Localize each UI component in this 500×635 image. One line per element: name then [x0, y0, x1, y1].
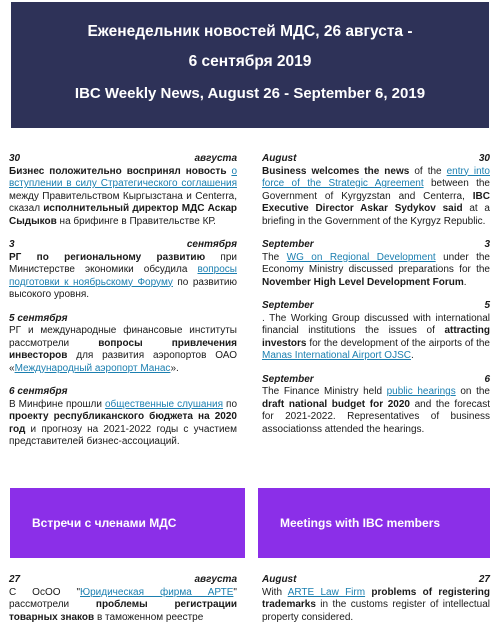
meetings-column-ru	[9, 574, 237, 635]
news-item	[9, 239, 237, 302]
news-link[interactable]: Международный аэропорт Манас	[14, 362, 171, 374]
date-part: 27	[478, 574, 490, 585]
news-text-bold: Бизнес положительно воспринял новость	[9, 165, 232, 177]
news-text-span: " рассмотрели	[9, 586, 237, 610]
news-text-bold: проблемы регистрации товарных знаков	[9, 599, 237, 623]
news-text-span: The	[262, 251, 287, 263]
news-date	[262, 153, 490, 166]
news-date	[9, 239, 237, 252]
news-link[interactable]: Manas International Airport OJSC	[262, 350, 411, 361]
date-part: 5	[484, 300, 490, 311]
news-text-span: With	[262, 586, 288, 598]
news-item	[262, 300, 490, 363]
news-text-bold: draft national budget for 2020	[262, 398, 410, 410]
news-item	[262, 153, 490, 228]
news-text-span: in the customs register of intellectual property considered.	[262, 599, 490, 623]
news-text-bold: attracting investors	[262, 325, 490, 349]
news-link[interactable]: Юридическая фирма АРТЕ	[80, 586, 234, 598]
news-text-span: at a briefing in the Government of the Kyrgyz Republic.	[262, 203, 490, 227]
news-text	[9, 587, 237, 625]
date-part: August	[262, 153, 297, 164]
news-text-span: .	[410, 350, 414, 361]
date-part: September	[262, 373, 314, 385]
news-date	[9, 313, 237, 326]
date-part: August	[262, 574, 297, 585]
date-part: 27	[9, 574, 21, 585]
date-part: 5 сентября	[9, 312, 68, 324]
meetings-banner-ru-label: Встречи с членами МДС	[32, 516, 177, 530]
news-date	[262, 574, 490, 587]
news-text-span: по	[223, 398, 238, 410]
news-text-bold: исполнительный директор МДС Аскар Сыдыков	[9, 203, 237, 227]
date-part: августа	[194, 153, 237, 164]
news-text-span: under the Economy Ministry discussed preparations for the	[262, 251, 490, 275]
news-date	[262, 239, 490, 252]
news-link[interactable]: WG on Regional Development	[286, 251, 436, 263]
news-text-span: between the Government of Kyrgyzstan and Centerra,	[262, 178, 490, 202]
news-text-span: в таможенном реестре	[94, 611, 204, 623]
news-text-span: The Finance Ministry held	[262, 386, 387, 397]
news-link[interactable]: о вступлении в силу Стратегического соглашения	[9, 165, 237, 189]
news-item	[9, 153, 237, 228]
header-date-ru: 6 сентября 2019	[188, 53, 312, 70]
news-text-bold: Business welcomes the news	[262, 165, 410, 177]
meetings-banner-en	[258, 488, 490, 558]
news-text-span: and the forecast for 2021-2022. Representatives of business associationss attended the hearings.	[262, 398, 490, 435]
news-item	[262, 374, 490, 437]
news-date	[9, 574, 237, 587]
date-part: September	[262, 239, 314, 250]
meetings-column-en	[262, 574, 490, 635]
date-part: 30	[478, 153, 490, 164]
date-part: сентября	[186, 239, 237, 250]
news-date	[9, 386, 237, 399]
news-text-bold: November High Level Development Forum	[262, 276, 464, 288]
news-text-span: ».	[170, 362, 179, 374]
news-text-bold: problems of registering trademarks	[262, 586, 490, 610]
news-text-bold: вопросы привлечения инвесторов	[9, 337, 237, 361]
news-link[interactable]: вопросы подготовки к ноябрьскому Форуму	[9, 264, 237, 288]
news-date	[262, 300, 490, 313]
news-item	[9, 574, 237, 624]
news-item	[9, 313, 237, 376]
date-part: September	[262, 300, 314, 311]
news-link[interactable]: ARTE Law Firm	[287, 586, 366, 598]
news-text	[262, 587, 490, 625]
news-text	[262, 386, 490, 436]
news-text-span: на брифинге в Правительстве КР.	[56, 215, 216, 227]
news-item	[9, 386, 237, 449]
news-text-bold: IBC Executive Director Askar Sydykov said	[262, 190, 490, 214]
meetings-banner-en-label: Meetings with IBC members	[280, 516, 441, 530]
news-text-bold: РГ по региональному развитию	[9, 251, 206, 263]
news-text	[9, 252, 237, 302]
news-text-span: С ОсОО "	[9, 586, 81, 598]
news-text-span: .	[463, 276, 467, 288]
news-text-span: между Правительством Кыргызстана и Centerra, сказал	[9, 190, 237, 214]
news-item	[262, 239, 490, 289]
news-text-span: В Минфине прошли	[9, 398, 105, 410]
news-text-span: for the development of the airports of the	[306, 337, 490, 349]
news-link[interactable]: общественные слушания	[104, 398, 224, 410]
news-text-span: по развитию высокого уровня.	[9, 276, 237, 300]
news-link[interactable]: entry into force of the Strategic Agreement	[262, 165, 490, 189]
news-text	[262, 166, 490, 229]
news-text-span: . The Working Group discussed with international financial institutions the issues of	[262, 312, 490, 336]
news-item	[262, 574, 490, 624]
date-part: августа	[194, 574, 237, 585]
news-text	[262, 252, 490, 290]
news-text	[9, 325, 237, 375]
news-text-span: on the	[455, 386, 490, 397]
meetings-banner-ru	[10, 488, 245, 558]
news-date	[9, 153, 237, 166]
date-part: 3	[484, 239, 490, 250]
news-text	[9, 166, 237, 229]
date-part: 6	[484, 373, 490, 385]
date-part: 30	[9, 153, 21, 164]
news-text	[262, 313, 490, 363]
news-text-span: РГ и международные финансовые институты рассмотрели	[9, 325, 237, 349]
news-text-span: при Министерстве экономики обсудила	[9, 251, 237, 275]
header-title-en: IBC Weekly News, August 26 - September 6, 2019	[74, 85, 426, 102]
news-text-bold: проекту республиканского бюджета на 2020 год	[9, 411, 237, 435]
date-part: 3	[9, 239, 15, 250]
news-column-ru	[9, 153, 237, 460]
news-column-en	[262, 153, 490, 447]
date-part: 6 сентября	[9, 386, 68, 397]
news-date	[262, 374, 490, 387]
news-text-span: of the	[409, 165, 447, 177]
news-text	[9, 399, 237, 449]
news-text-span: для развития аэропортов ОАО «	[9, 350, 237, 374]
news-text-span: и прогнозу на 2021-2022 годы с участием представителей бизнес-ассоциаций.	[9, 423, 237, 447]
news-link[interactable]: public hearings	[386, 386, 456, 397]
newsletter-header	[11, 2, 489, 128]
header-title-ru: Еженедельник новостей МДС, 26 августа -	[87, 23, 413, 40]
